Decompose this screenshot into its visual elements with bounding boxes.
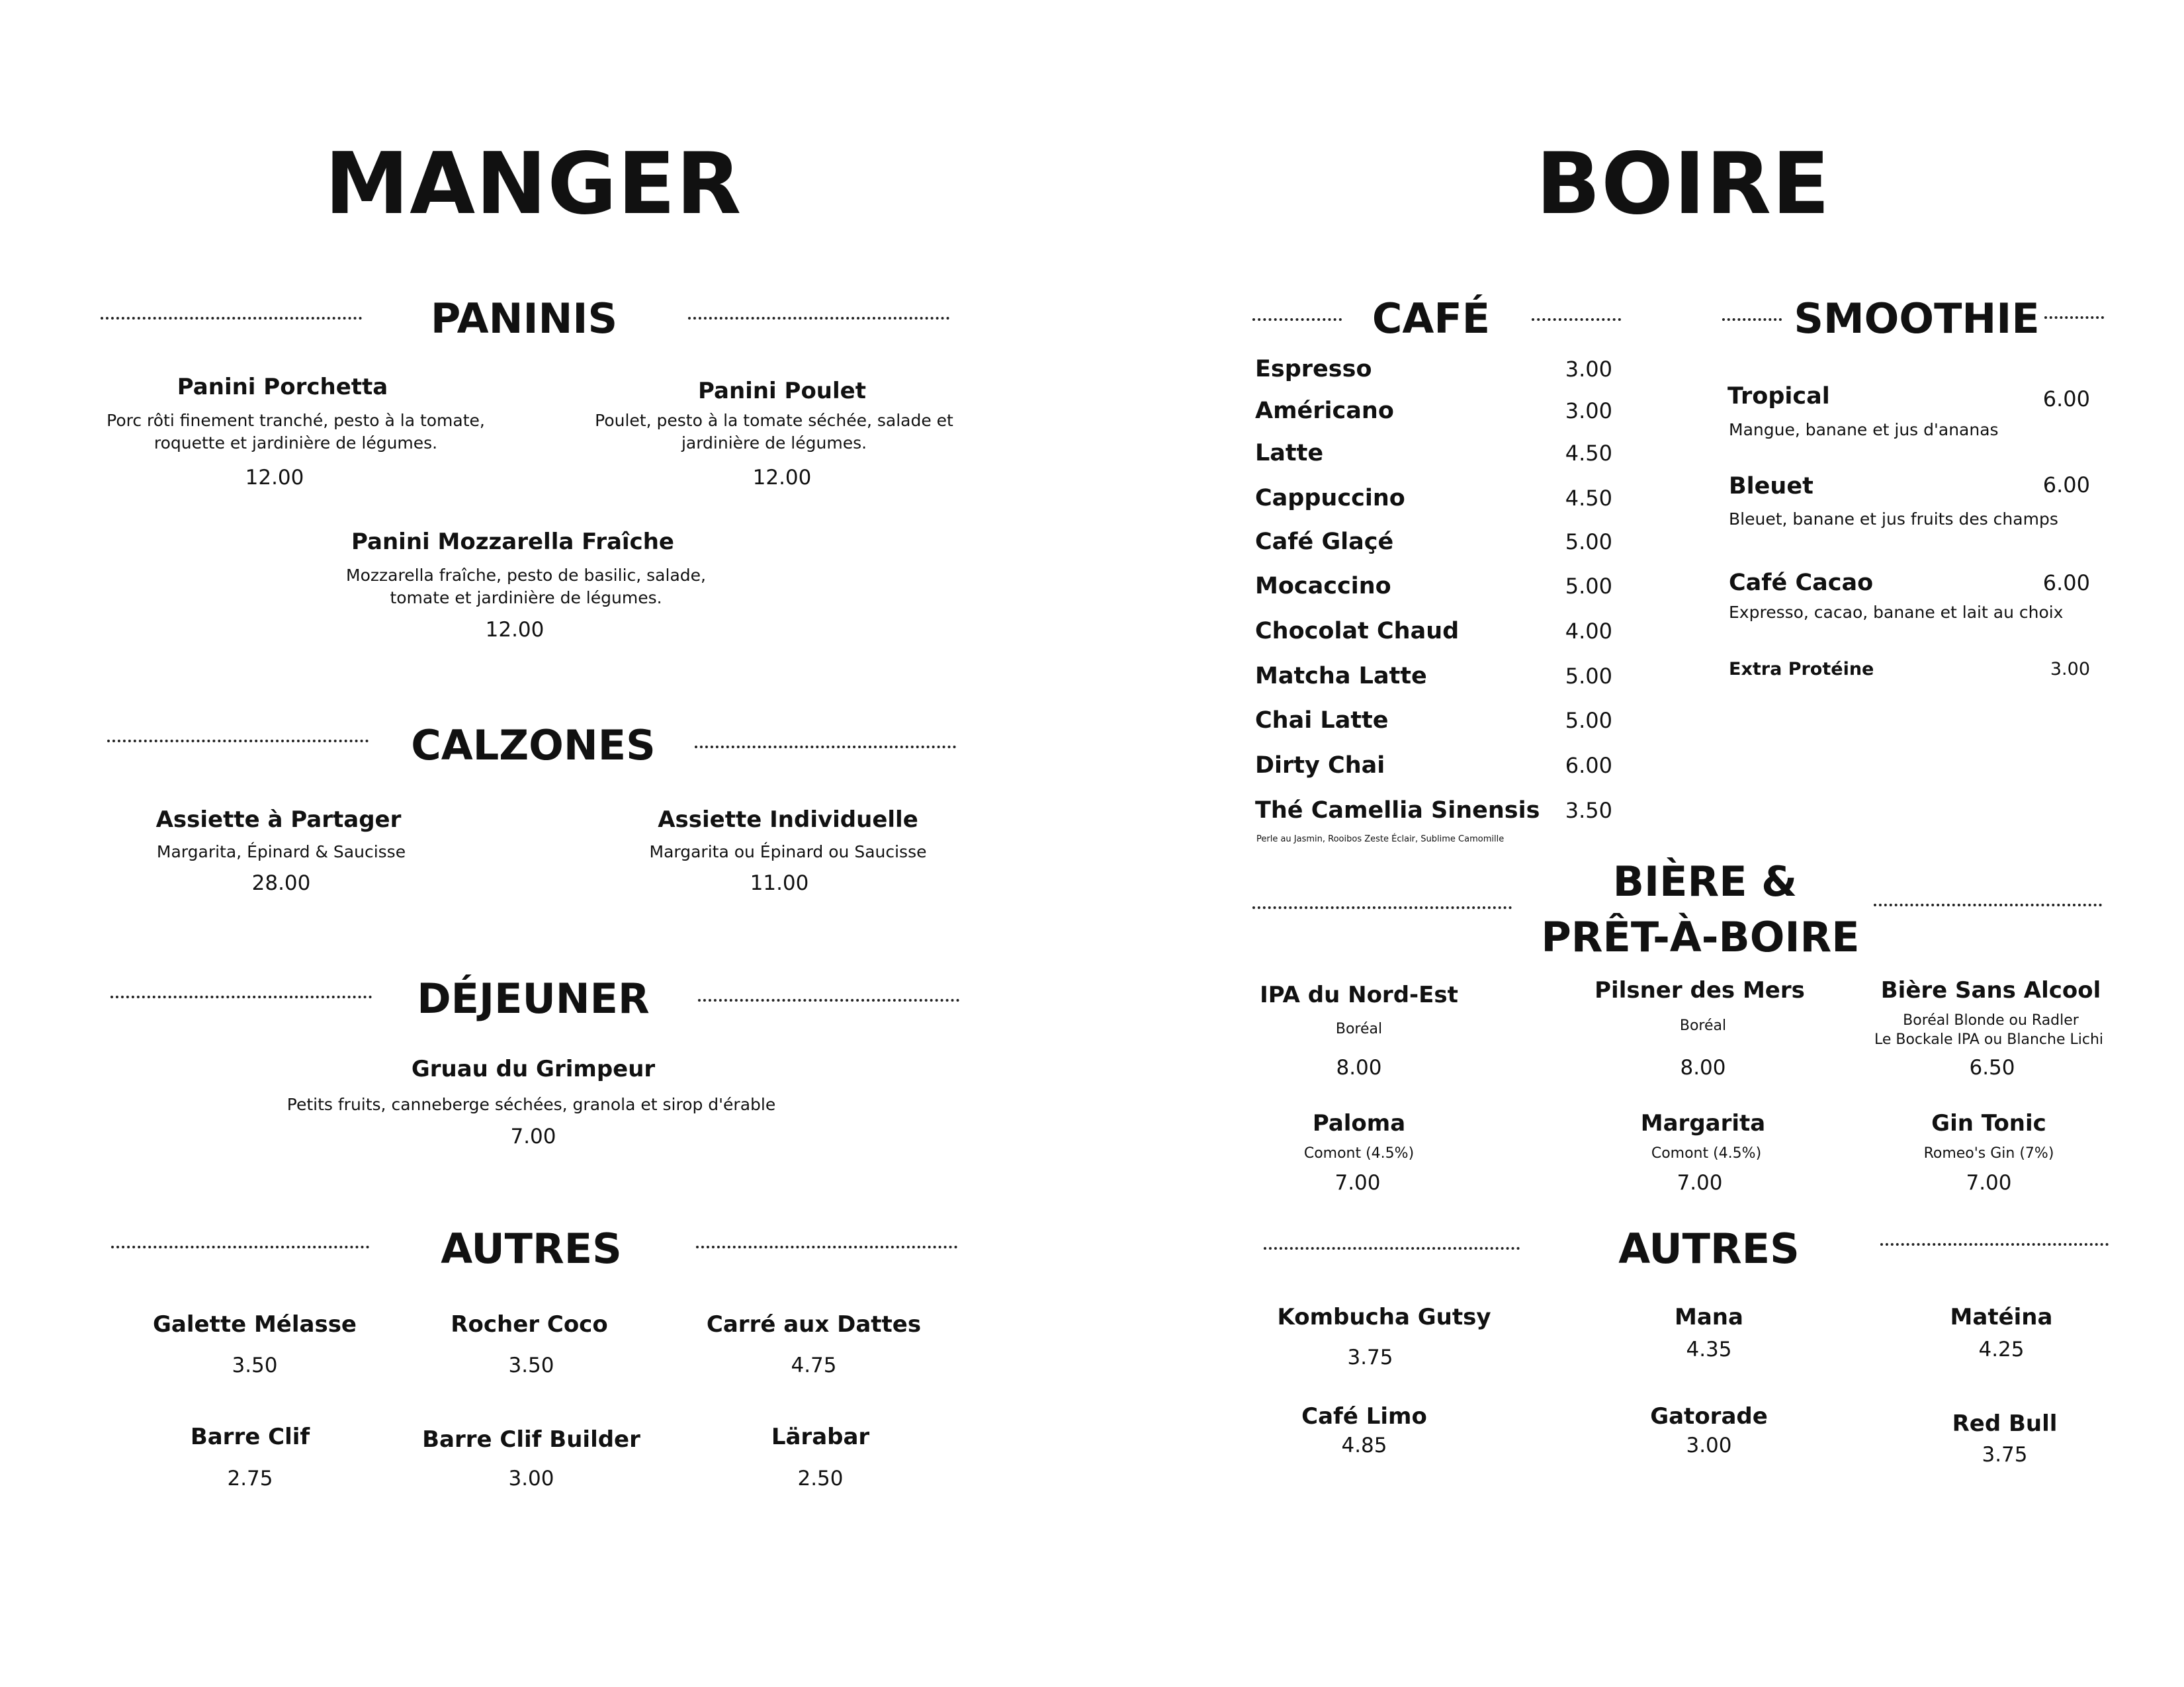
item-name: Assiette à Partager <box>155 806 402 833</box>
item-price: 5.00 <box>1565 529 1612 554</box>
item-price: 3.50 <box>508 1354 554 1377</box>
item-description: Petits fruits, canneberge séchées, granola et sirop d'érable <box>286 1095 776 1114</box>
item-description: Poulet, pesto à la tomate séchée, salade et <box>595 411 953 430</box>
item-price: 3.50 <box>232 1354 278 1377</box>
item-name: Gruau du Grimpeur <box>411 1056 656 1082</box>
item-price: 28.00 <box>251 871 311 895</box>
item-name: Cappuccino <box>1255 485 1405 511</box>
item-name: Café Cacao <box>1729 570 1874 596</box>
item-price: 7.00 <box>1334 1171 1381 1195</box>
item-price: 2.50 <box>797 1467 844 1491</box>
item-name: Café Limo <box>1301 1403 1427 1430</box>
item-description: Porc rôti finement tranché, pesto à la tomate, <box>107 411 485 430</box>
section-title-smoothie: SMOOTHIE <box>1794 294 2040 343</box>
item-name: Thé Camellia Sinensis <box>1255 797 1540 824</box>
tea-note: Perle au Jasmin, Rooibos Zeste Éclair, Sublime Camomille <box>1256 834 1505 844</box>
section-title-autres-boire: AUTRES <box>1618 1225 1800 1273</box>
item-price: 3.00 <box>508 1467 554 1491</box>
section-title-dejeuner: DÉJEUNER <box>417 974 650 1023</box>
item-price: 7.00 <box>510 1125 556 1148</box>
item-description: Bleuet, banane et jus fruits des champs <box>1729 509 2058 529</box>
item-name: Panini Mozzarella Fraîche <box>351 529 674 555</box>
item-price: 6.00 <box>2042 570 2090 595</box>
divider <box>1252 906 1512 909</box>
item-price: 6.00 <box>1565 753 1612 778</box>
item-description: Boréal Blonde ou Radler <box>1903 1012 2079 1029</box>
item-name: Panini Porchetta <box>177 374 388 400</box>
divider <box>2044 316 2104 319</box>
item-name: Bière Sans Alcool <box>1880 977 2101 1004</box>
item-price: 5.00 <box>1565 708 1612 733</box>
item-price: 7.00 <box>1677 1171 1723 1195</box>
item-price: 3.00 <box>1686 1434 1732 1457</box>
extra-protein-price: 3.00 <box>2050 659 2090 679</box>
item-price: 4.35 <box>1686 1338 1732 1362</box>
item-name: Barre Clif Builder <box>422 1426 640 1453</box>
item-price: 12.00 <box>485 618 545 642</box>
item-name: Dirty Chai <box>1255 752 1385 779</box>
item-name: Matéina <box>1950 1304 2053 1330</box>
item-description: Expresso, cacao, banane et lait au choix <box>1729 603 2064 622</box>
item-description: jardinière de légumes. <box>681 433 867 453</box>
section-title-biere-line2: PRÊT-À-BOIRE <box>1541 913 1860 961</box>
item-name: Kombucha Gutsy <box>1277 1304 1491 1330</box>
item-price: 4.50 <box>1565 441 1612 466</box>
item-name: Pilsner des Mers <box>1594 977 1805 1004</box>
item-name: Panini Poulet <box>698 378 866 404</box>
item-price: 6.00 <box>2042 472 2090 497</box>
section-title-calzones: CALZONES <box>411 721 656 769</box>
item-name: Matcha Latte <box>1255 663 1427 689</box>
item-description: Comont (4.5%) <box>1651 1145 1762 1162</box>
divider <box>1252 318 1342 321</box>
item-name: Rocher Coco <box>451 1311 608 1338</box>
item-description: Boréal <box>1335 1021 1383 1037</box>
divider <box>101 317 362 320</box>
item-price: 4.00 <box>1565 619 1612 644</box>
item-name: Gin Tonic <box>1931 1110 2046 1137</box>
item-name: Mana <box>1675 1304 1743 1330</box>
item-price: 8.00 <box>1336 1056 1382 1080</box>
item-name: Lärabar <box>771 1424 870 1450</box>
item-name: Latte <box>1255 440 1324 466</box>
item-name: Red Bull <box>1952 1410 2058 1437</box>
item-name: Chocolat Chaud <box>1255 618 1460 644</box>
item-price: 2.75 <box>227 1467 273 1491</box>
divider <box>1264 1247 1520 1250</box>
section-title-cafe: CAFÉ <box>1372 294 1491 343</box>
item-price: 11.00 <box>750 871 809 895</box>
item-name: Galette Mélasse <box>153 1311 357 1338</box>
item-price: 3.00 <box>1565 398 1612 423</box>
item-name: Assiette Individuelle <box>658 806 918 833</box>
item-name: Barre Clif <box>190 1424 310 1450</box>
item-price: 8.00 <box>1680 1056 1726 1080</box>
item-price: 6.50 <box>1969 1056 2015 1080</box>
item-price: 3.00 <box>1565 357 1612 382</box>
item-price: 7.00 <box>1966 1171 2012 1195</box>
section-title-autres: AUTRES <box>441 1225 622 1273</box>
item-name: Gatorade <box>1650 1403 1768 1430</box>
item-description: Margarita, Épinard & Saucisse <box>156 842 406 861</box>
item-price: 4.25 <box>1978 1338 2025 1362</box>
divider <box>1874 904 2102 906</box>
divider <box>1880 1243 2109 1246</box>
item-description: tomate et jardinière de légumes. <box>390 588 662 607</box>
item-price: 6.00 <box>2042 386 2090 411</box>
item-name: Carré aux Dattes <box>706 1311 922 1338</box>
item-description: Mozzarella fraîche, pesto de basilic, salade, <box>346 566 706 585</box>
item-name: Paloma <box>1312 1110 1406 1137</box>
divider <box>696 1246 957 1248</box>
item-price: 3.75 <box>1347 1346 1393 1369</box>
item-description: Le Bockale IPA ou Blanche Lichi <box>1874 1031 2104 1048</box>
boire-title: BOIRE <box>1536 135 1831 234</box>
divider <box>1722 318 1782 321</box>
divider <box>695 746 956 748</box>
section-title-biere-line1: BIÈRE & <box>1612 857 1798 906</box>
divider <box>110 996 372 998</box>
item-price: 5.00 <box>1565 664 1612 689</box>
item-description: roquette et jardinière de légumes. <box>153 433 438 453</box>
divider <box>1532 318 1621 321</box>
item-description: Romeo's Gin (7%) <box>1923 1145 2054 1162</box>
item-name: Café Glaçé <box>1255 529 1394 555</box>
item-price: 12.00 <box>752 466 812 490</box>
item-description: Boréal <box>1679 1017 1727 1034</box>
item-name: Margarita <box>1640 1110 1766 1137</box>
item-description: Margarita ou Épinard ou Saucisse <box>649 842 927 861</box>
manger-title: MANGER <box>324 135 742 234</box>
item-name: Américano <box>1255 398 1394 424</box>
item-price: 4.85 <box>1341 1434 1387 1457</box>
item-name: Espresso <box>1255 356 1372 382</box>
divider <box>698 999 959 1002</box>
item-price: 3.75 <box>1982 1443 2028 1467</box>
item-name: Mocaccino <box>1255 573 1391 599</box>
extra-protein-label: Extra Protéine <box>1729 659 1874 679</box>
divider <box>111 1246 369 1248</box>
item-name: Chai Latte <box>1255 707 1389 734</box>
item-name: Bleuet <box>1729 473 1813 499</box>
item-price: 4.50 <box>1565 486 1612 511</box>
item-price: 5.00 <box>1565 574 1612 599</box>
item-description: Comont (4.5%) <box>1303 1145 1415 1162</box>
item-name: Tropical <box>1727 383 1830 410</box>
item-price: 4.75 <box>791 1354 837 1377</box>
item-price: 3.50 <box>1565 798 1612 823</box>
item-price: 12.00 <box>245 466 304 490</box>
item-description: Mangue, banane et jus d'ananas <box>1729 420 1999 439</box>
item-name: IPA du Nord-Est <box>1260 982 1458 1008</box>
divider <box>688 317 949 320</box>
divider <box>107 740 369 742</box>
section-title-paninis: PANINIS <box>430 294 618 343</box>
